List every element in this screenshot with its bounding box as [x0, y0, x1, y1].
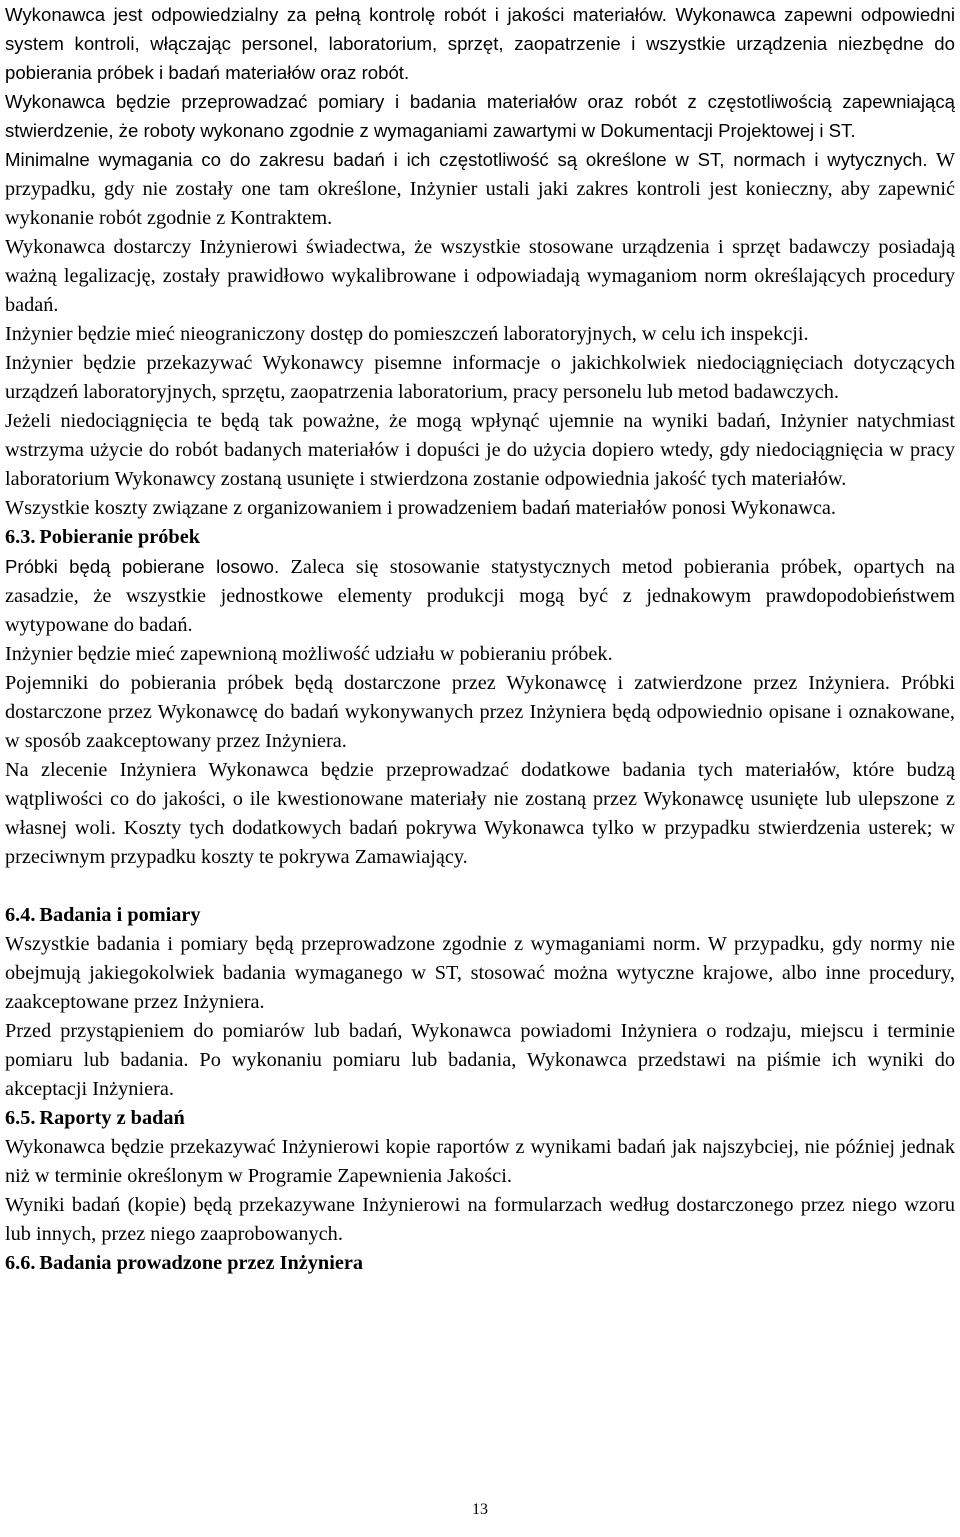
- paragraph: Wykonawca będzie przeprowadzać pomiary i badania materiałów oraz robót z częstotliwością zapewniającą stwierdzenie, że roboty wykonano zgodnie z wymaganiami zawartymi w Dokumentacji Projektowej i ST.: [5, 91, 955, 141]
- section-number: 6.4.: [5, 904, 36, 926]
- section-title: Pobieranie próbek: [39, 526, 200, 548]
- section-title: Badania prowadzone przez Inżyniera: [39, 1252, 363, 1274]
- paragraph: Wykonawca będzie przekazywać Inżynierowi kopie raportów z wynikami badań jak najszybciej, nie później jednak niż w terminie określonym w Programie Zapewnienia Jakości.: [5, 1136, 955, 1187]
- paragraph-part: Próbki będą pobierane losowo.: [5, 556, 280, 577]
- paragraph-part: Minimalne wymagania co do zakresu badań i ich częstotliwość są określone w ST, normach i wytycznych.: [5, 149, 928, 170]
- section-heading-6-3: [5, 523, 955, 552]
- paragraph: Na zlecenie Inżyniera Wykonawca będzie przeprowadzać dodatkowe badania tych materiałów, które budzą wątpliwości co do jakości, o ile kwestionowane materiały nie zostaną przez Wykonawcę usunięte lub ulepszone z własnej woli. Koszty tych dodatkowych badań pokrywa Wykonawca tylko w przypadku stwierdzenia usterek; w przeciwnym przypadku koszty te pokrywa Zamawiający.: [5, 759, 955, 868]
- section-heading-6-5: [5, 1104, 955, 1133]
- paragraph-part: Zaleca się stosowanie statystycznych metod pobierania próbek, opartych na zasadzie, że wszystkie jednostkowe elementy produkcji mogą być z jednakowym prawdopodobieństwem wytypowane do badań.: [5, 556, 955, 636]
- paragraph: Inżynier będzie mieć nieograniczony dostęp do pomieszczeń laboratoryjnych, w celu ich inspekcji.: [5, 323, 809, 345]
- paragraph: Inżynier będzie mieć zapewnioną możliwość udziału w pobieraniu próbek.: [5, 643, 613, 665]
- paragraph: Inżynier będzie przekazywać Wykonawcy pisemne informacje o jakichkolwiek niedociągnięciach dotyczących urządzeń laboratoryjnych, sprzętu, zaopatrzenia laboratorium, pracy personelu lub metod badawczych.: [5, 352, 955, 403]
- paragraph: Wykonawca dostarczy Inżynierowi świadectwa, że wszystkie stosowane urządzenia i sprzęt badawczy posiadają ważną legalizację, zostały prawidłowo wykalibrowane i odpowiadają wymaganiom norm określających procedury badań.: [5, 236, 955, 316]
- paragraph: Przed przystąpieniem do pomiarów lub badań, Wykonawca powiadomi Inżyniera o rodzaju, miejscu i terminie pomiaru lub badania. Po wykonaniu pomiaru lub badania, Wykonawca przedstawi na piśmie ich wyniki do akceptacji Inżyniera.: [5, 1020, 955, 1100]
- paragraph-part: W przypadku, gdy nie zostały one tam określone, Inżynier ustali jaki zakres kontroli jest konieczny, aby zapewnić wykonanie robót zgodnie z Kontraktem.: [5, 149, 955, 229]
- blank-line: [5, 872, 955, 901]
- paragraph: Wyniki badań (kopie) będą przekazywane Inżynierowi na formularzach według dostarczonego przez niego wzoru lub innych, przez niego zaaprobowanych.: [5, 1194, 955, 1245]
- paragraph: Wszystkie badania i pomiary będą przeprowadzone zgodnie z wymaganiami norm. W przypadku, gdy normy nie obejmują jakiegokolwiek badania wymaganego w ST, stosować można wytyczne krajowe, albo inne procedury, zaakceptowane przez Inżyniera.: [5, 933, 955, 1013]
- paragraph: Wszystkie koszty związane z organizowaniem i prowadzeniem badań materiałów ponosi Wykonawca.: [5, 497, 836, 519]
- paragraph: [5, 552, 955, 640]
- page-number: 13: [472, 1501, 488, 1518]
- section-number: 6.3.: [5, 526, 36, 548]
- section-number: 6.5.: [5, 1107, 36, 1129]
- section-title: Raporty z badań: [39, 1107, 185, 1129]
- paragraph: [5, 145, 955, 233]
- section-heading-6-4: [5, 901, 955, 930]
- paragraph: Jeżeli niedociągnięcia te będą tak poważne, że mogą wpłynąć ujemnie na wyniki badań, Inżynier natychmiast wstrzyma użycie do robót badanych materiałów i dopuści je do użycia dopiero wtedy, gdy niedociągnięcia w pracy laboratorium Wykonawcy zostaną usunięte i stwierdzona zostanie odpowiednia jakość tych materiałów.: [5, 410, 955, 490]
- paragraph: Wykonawca jest odpowiedzialny za pełną kontrolę robót i jakości materiałów. Wykonawca zapewni odpowiedni system kontroli, włączając personel, laboratorium, sprzęt, zaopatrzenie i wszystkie urządzenia niezbędne do pobierania próbek i badań materiałów oraz robót.: [5, 4, 955, 83]
- paragraph: Pojemniki do pobierania próbek będą dostarczone przez Wykonawcę i zatwierdzone przez Inżyniera. Próbki dostarczone przez Wykonawcę do badań wykonywanych przez Inżyniera będą odpowiednio opisane i oznakowane, w sposób zaakceptowany przez Inżyniera.: [5, 672, 955, 752]
- section-number: 6.6.: [5, 1252, 36, 1274]
- section-heading-6-6: [5, 1249, 955, 1278]
- section-title: Badania i pomiary: [39, 904, 201, 926]
- document-page: [5, 0, 955, 1278]
